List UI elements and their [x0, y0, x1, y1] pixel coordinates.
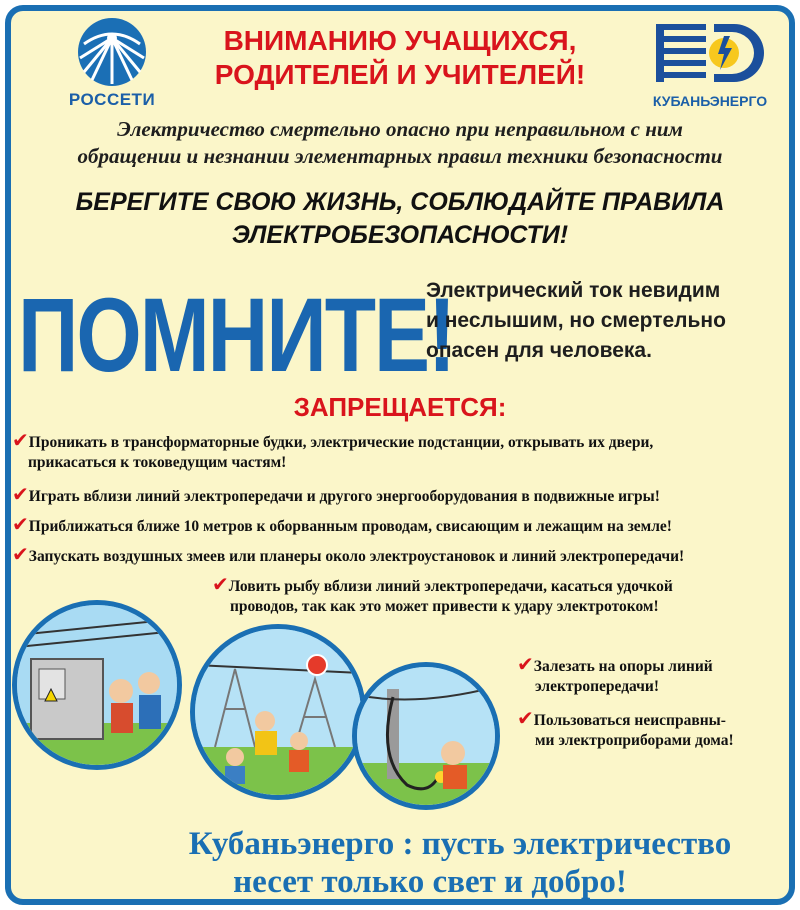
checkmark-icon: ✔ — [212, 572, 229, 596]
slogan-line-2: ЭЛЕКТРОБЕЗОПАСНОСТИ! — [231, 221, 569, 249]
page-headline — [170, 24, 630, 92]
rule-6-line-1: Залезать на опоры линий — [533, 658, 713, 675]
list-item — [12, 514, 792, 537]
rosseti-logo-text: РОССЕТИ — [68, 90, 156, 109]
checkmark-icon: ✔ — [12, 512, 29, 536]
kubanenergo-logo — [650, 14, 770, 114]
intro-line-2: обращении и незнании элементарных правил техники безопасности — [77, 144, 723, 168]
remember-line-3: опасен для человека. — [426, 339, 652, 362]
illustration-playing-near-lines — [190, 624, 366, 800]
list-item — [12, 430, 792, 473]
list-item — [12, 484, 792, 507]
rule-7-line-2: ми электроприборами дома! — [535, 732, 734, 749]
checkmark-icon: ✔ — [517, 706, 534, 730]
rule-5-line-1: Ловить рыбу вблизи линий электропередачи, касаться удочкой — [228, 578, 673, 595]
safety-slogan — [40, 186, 760, 252]
forbidden-title: ЗАПРЕЩАЕТСЯ: — [293, 392, 507, 422]
rosseti-emblem-icon — [62, 14, 162, 90]
illustration-fallen-wire — [352, 662, 500, 810]
remember-line-2: и неслышим, но смертельно — [426, 309, 726, 332]
list-item — [12, 544, 792, 567]
transformer-booth-scene-icon — [17, 605, 177, 765]
remember-line-1: Электрический ток невидим — [426, 279, 721, 302]
remember-title: ПОМНИТЕ! — [18, 275, 455, 394]
slogan-line-1: БЕРЕГИТЕ СВОЮ ЖИЗНЬ, СОБЛЮДАЙТЕ ПРАВИЛА — [75, 188, 725, 216]
list-item — [212, 574, 792, 617]
intro-line-1: Электричество смертельно опасно при неправильном с ним — [117, 117, 683, 141]
rule-7-line-1: Пользоваться неисправны- — [533, 712, 726, 729]
kubanenergo-emblem-icon — [650, 14, 770, 92]
footer-line-1: Кубаньэнерго : пусть электричество — [188, 826, 732, 862]
illustration-transformer-booth — [12, 600, 182, 770]
checkmark-icon: ✔ — [12, 428, 29, 452]
rule-6-line-2: электропередачи! — [535, 678, 660, 695]
playing-children-scene-icon — [195, 629, 361, 795]
checkmark-icon: ✔ — [12, 482, 29, 506]
rule-3: Приближаться ближе 10 метров к оборванным проводам, свисающим и лежащим на земле! — [28, 518, 672, 535]
rule-1-line-1: Проникать в трансформаторные будки, электрические подстанции, открывать их двери, — [28, 434, 654, 451]
fallen-wire-scene-icon — [357, 667, 495, 805]
headline-line-1: ВНИМАНИЮ УЧАЩИХСЯ, — [223, 25, 577, 56]
kubanenergo-logo-text: КУБАНЬЭНЕРГО — [652, 93, 768, 109]
headline-line-2: РОДИТЕЛЕЙ И УЧИТЕЛЕЙ! — [214, 59, 586, 90]
list-item — [517, 654, 797, 697]
list-item — [517, 708, 797, 751]
checkmark-icon: ✔ — [517, 652, 534, 676]
checkmark-icon: ✔ — [12, 542, 29, 566]
rule-2: Играть вблизи линий электропередачи и другого энергооборудования в подвижные игры! — [28, 488, 660, 505]
rosseti-logo — [62, 14, 162, 114]
rule-5-line-2: проводов, так как это может привести к удару электротоком! — [230, 598, 659, 615]
rule-1-line-2: прикасаться к токоведущим частям! — [28, 454, 287, 471]
remember-text — [426, 276, 786, 366]
rule-4: Запускать воздушных змеев или планеры около электроустановок и линий электропередачи! — [28, 548, 685, 565]
footer-line-2: несет только свет и добро! — [233, 864, 627, 900]
intro-text — [40, 116, 760, 170]
